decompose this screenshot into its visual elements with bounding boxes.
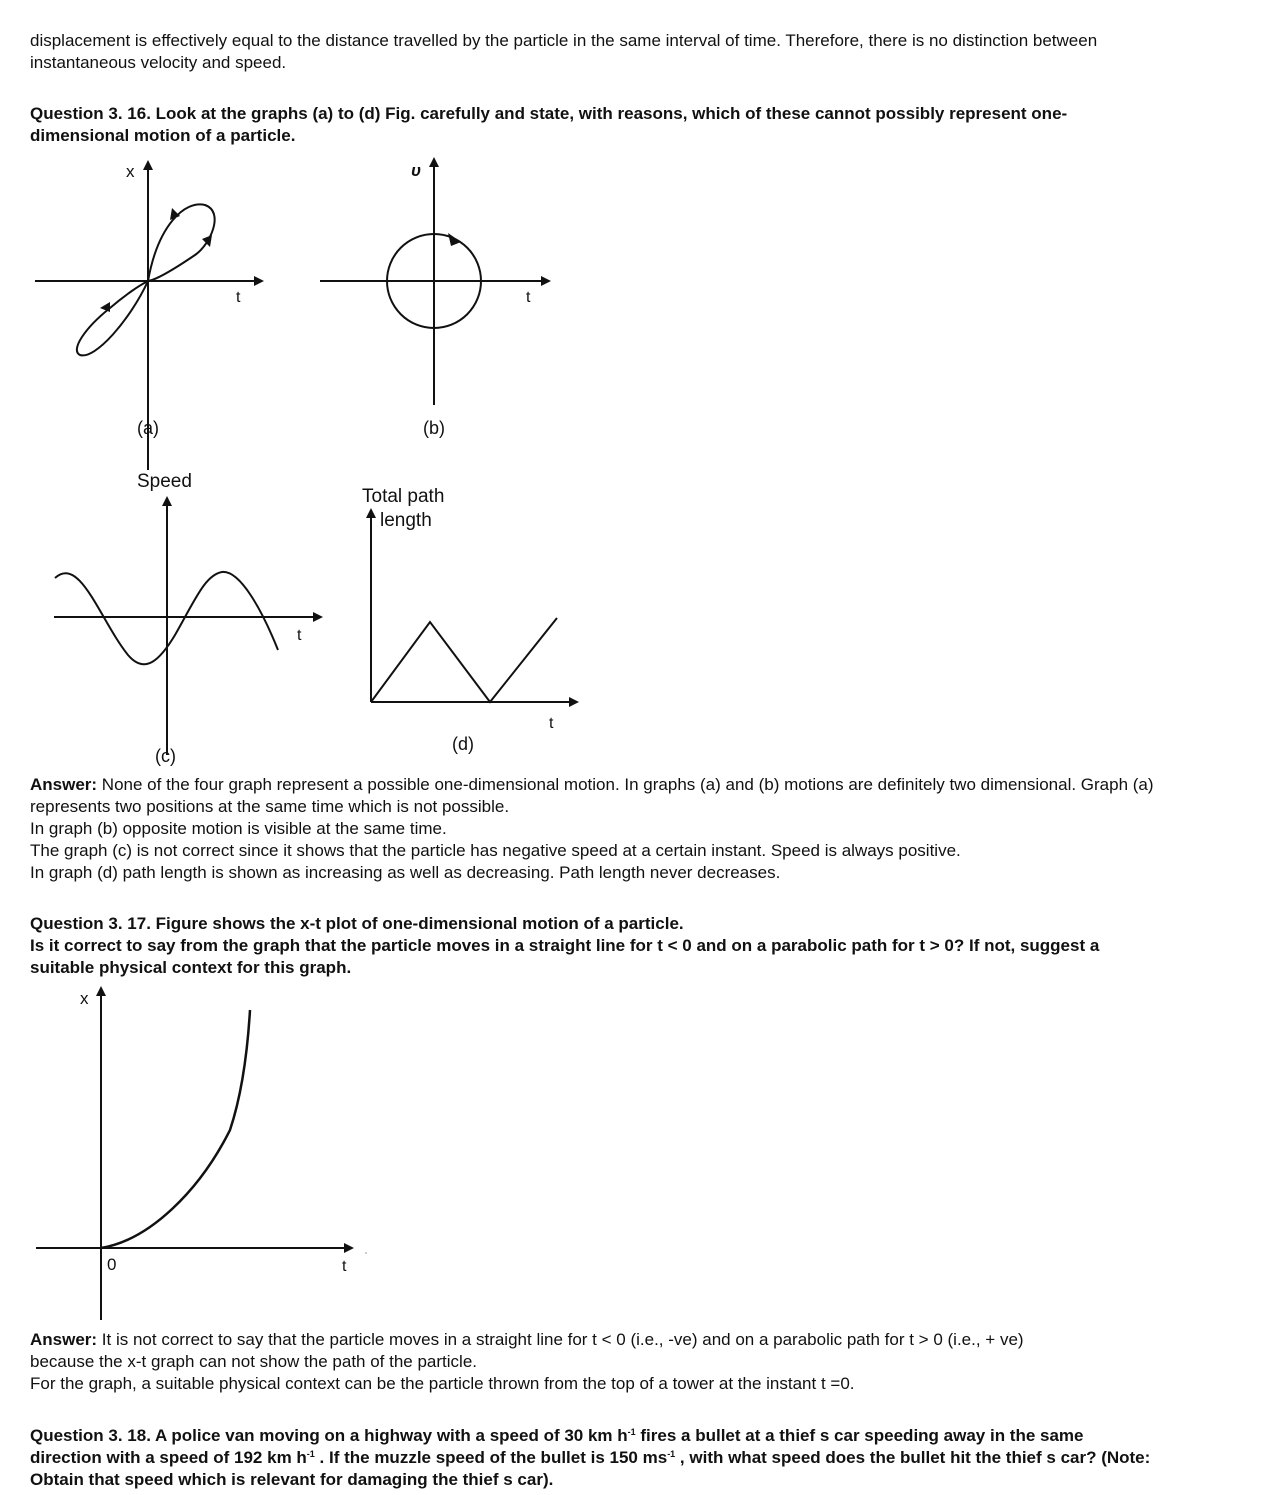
graph-a-arrowhead-lower — [100, 302, 110, 312]
q17-answer-label: Answer: — [30, 1330, 98, 1349]
q17-figure — [0, 980, 400, 1325]
graph-a-x-label: t — [236, 289, 241, 306]
q17-answer — [30, 1329, 1270, 1395]
intro-paragraph — [30, 30, 1270, 74]
graph-a-arrowhead-right — [202, 235, 212, 247]
graph-c-y-label: Speed — [137, 471, 192, 492]
graph-b — [320, 159, 549, 438]
q18-line-1a: Question 3. 18. A police van moving on a highway with a speed of 30 km h — [30, 1426, 628, 1445]
intro-line-2: instantaneous velocity and speed. — [30, 53, 287, 72]
graph-a — [35, 162, 262, 470]
q18-line-1b: fires a bullet at a thief s car speeding away in the same — [635, 1426, 1084, 1445]
q16-answer-line-4: The graph (c) is not correct since it shows that the particle has negative speed at a certain instant. Speed is always positive. — [30, 841, 961, 860]
q17-answer-line-1: It is not correct to say that the particle moves in a straight line for t < 0 (i.e., -ve) and on a parabolic path for t > 0 (i.e., + ve) — [97, 1330, 1024, 1349]
graph-b-arrowhead — [448, 233, 461, 246]
q18-sup-3: -1 — [667, 1449, 676, 1459]
question-3-17 — [30, 913, 1270, 979]
question-3-18 — [30, 1425, 1270, 1491]
graph-b-x-label: t — [526, 289, 531, 306]
q17-answer-line-3: For the graph, a suitable physical context can be the particle thrown from the top of a tower at the instant t =0. — [30, 1374, 855, 1393]
graph-d-zigzag-line — [371, 618, 557, 702]
q18-line-2b: . If the muzzle speed of the bullet is 150 ms — [314, 1448, 668, 1467]
graph-c-caption: (c) — [155, 746, 176, 766]
q17-y-label: x — [80, 989, 89, 1008]
graph-a-loop-curve — [77, 204, 215, 355]
q17-line-3: suitable physical context for this graph. — [30, 958, 352, 977]
graph-a-caption: (a) — [137, 418, 159, 438]
q16-answer-label: Answer: — [30, 775, 98, 794]
graph-a-y-label: x — [126, 162, 135, 181]
q16-answer-line-3: In graph (b) opposite motion is visible at the same time. — [30, 819, 447, 838]
graph-b-caption: (b) — [423, 418, 445, 438]
q17-origin-label: 0 — [107, 1255, 117, 1274]
q17-x-label: t — [342, 1258, 347, 1275]
q18-line-2c: , with what speed does the bullet hit the thief s car? (Note: — [675, 1448, 1151, 1467]
graph-d-y-label-1: Total path — [362, 486, 445, 507]
graph-b-y-label: υ — [411, 161, 422, 180]
q16-line-2: dimensional motion of a particle. — [30, 126, 296, 145]
q17-parabola-curve — [101, 1010, 250, 1248]
graph-d-y-label-2: length — [380, 510, 432, 531]
graph-d-x-label: t — [549, 715, 554, 732]
q16-answer-line-2: represents two positions at the same time which is not possible. — [30, 797, 510, 816]
graph-d — [362, 486, 577, 754]
graph-c-x-label: t — [297, 627, 302, 644]
intro-line-1: displacement is effectively equal to the distance travelled by the particle in the same interval of time. Therefore, there is no distinction between — [30, 31, 1098, 50]
q17-line-1: Question 3. 17. Figure shows the x-t plot of one-dimensional motion of a particle. — [30, 914, 684, 933]
q18-line-2a: direction with a speed of 192 km h — [30, 1448, 307, 1467]
q17-line-2: Is it correct to say from the graph that the particle moves in a straight line for t < 0 and on a parabolic path for t > 0? If not, suggest a — [30, 936, 1100, 955]
q16-answer-line-1: None of the four graph represent a possible one-dimensional motion. In graphs (a) and (b) motions are definitely two dimensional. Graph (a) — [97, 775, 1154, 794]
q18-sup-1: -1 — [627, 1427, 636, 1437]
q16-answer — [30, 774, 1270, 884]
q18-line-3: Obtain that speed which is relevant for damaging the thief s car). — [30, 1470, 554, 1489]
q16-figures — [0, 150, 620, 775]
graph-c — [54, 471, 321, 766]
question-3-16 — [30, 103, 1270, 147]
q16-answer-line-5: In graph (d) path length is shown as increasing as well as decreasing. Path length never decreases. — [30, 863, 781, 882]
graph-d-caption: (d) — [452, 734, 474, 754]
q16-line-1: Question 3. 16. Look at the graphs (a) to (d) Fig. carefully and state, with reasons, which of these cannot possibly represent one- — [30, 104, 1068, 123]
q18-sup-2: -1 — [306, 1449, 315, 1459]
q17-answer-line-2: because the x-t graph can not show the path of the particle. — [30, 1352, 478, 1371]
